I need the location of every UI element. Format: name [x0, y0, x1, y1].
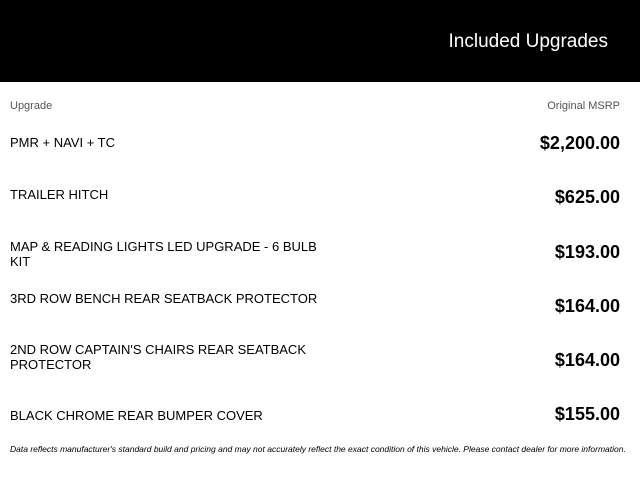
disclaimer-text: Data reflects manufacturer's standard build and pricing and may not accurately reflect the exact condition of this vehicle. Please contact dealer for more information.	[10, 444, 626, 454]
page-title: Included Upgrades	[448, 31, 608, 52]
column-header-upgrade: Upgrade	[10, 100, 53, 112]
upgrade-price: $155.00	[554, 404, 620, 424]
upgrade-name: TRAILER HITCH	[10, 187, 109, 202]
upgrade-name: BLACK CHROME REAR BUMPER COVER	[10, 408, 263, 423]
upgrade-name: MAP & READING LIGHTS LED UPGRADE - 6 BULB KIT	[10, 239, 317, 269]
upgrade-price: $164.00	[554, 350, 620, 370]
upgrade-price: $164.00	[554, 296, 620, 316]
upgrade-name: 2ND ROW CAPTAIN'S CHAIRS REAR SEATBACK PROTECTOR	[10, 342, 306, 372]
upgrade-price: $625.00	[554, 187, 620, 207]
upgrade-price: $2,200.00	[539, 133, 620, 153]
header-bar	[0, 0, 640, 82]
upgrade-name: 3RD ROW BENCH REAR SEATBACK PROTECTOR	[10, 291, 318, 306]
column-header-msrp: Original MSRP	[547, 100, 620, 112]
upgrade-price: $193.00	[554, 242, 620, 262]
upgrade-name: PMR + NAVI + TC	[10, 135, 115, 150]
